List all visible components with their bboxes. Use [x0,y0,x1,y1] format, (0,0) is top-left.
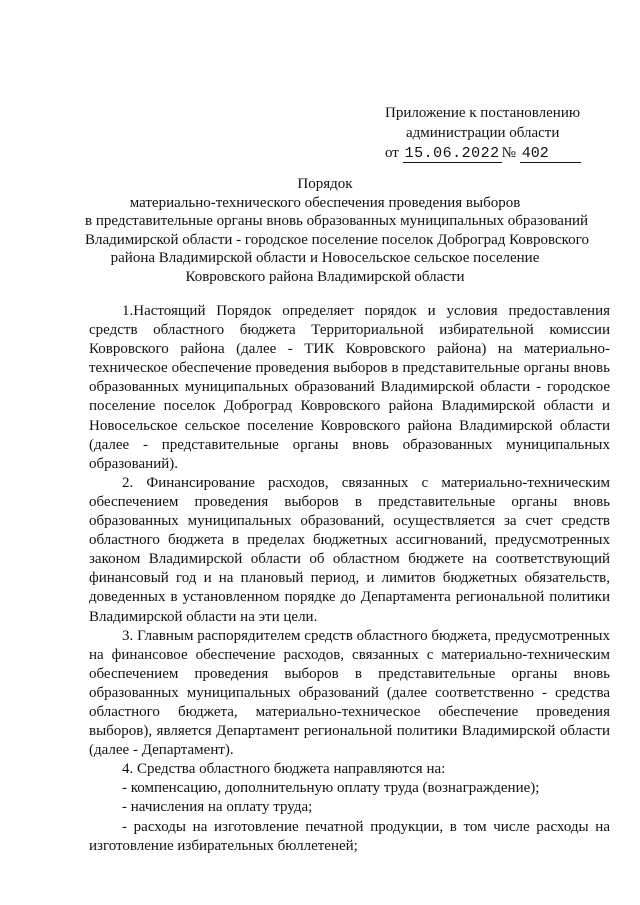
appendix-header [385,103,585,164]
document-body [89,302,610,856]
paragraph-3: 3. Главным распорядителем средств областного бюджета, предусмотренных на финансовое обеспечение расходов, связанных с материально-техническим обеспечением проведения выборов в представительные органы вновь образованных муниципальных образований (далее соответственно - средства областного бюджета, материально-техническое обеспечение проведения выборов), является Департамент региональной политики Владимирской области (далее - Департамент). [89,627,610,759]
appendix-line-2: администрации области [406,125,560,141]
title-line-4: Владимирской области - городское поселение поселок Доброград Ковровского [85,231,589,248]
title-line-3: в представительные органы вновь образованных муниципальных образований [85,213,589,230]
document-title [85,175,589,287]
list-item: - начисления на оплату труда; [122,799,313,816]
decree-date: 15.06.2022 [404,145,500,162]
list-item: - расходы на изготовление печатной продукции, в том числе расходы на изготовление избирательных бюллетеней; [89,818,610,854]
title-line-1: Порядок [297,176,353,192]
number-sign: № [501,145,516,161]
date-prefix: от [385,145,399,161]
list-item: - компенсацию, дополнительную оплату труда (вознаграждение); [122,780,540,797]
title-line-6: Ковровского района Владимирской области [185,268,465,285]
appendix-date-line [385,143,585,164]
paragraph-4: 4. Средства областного бюджета направляются на: [122,761,446,778]
title-line-5: района Владимирской области и Новосельское сельское поселение [110,250,540,267]
decree-number: 402 [520,145,581,163]
paragraph-1: 1.Настоящий Порядок определяет порядок и условия предоставления средств областного бюджета Территориальной избирательной комиссии Ковровского района (далее - ТИК Ковровского района) на материально-техническое обеспечение проведения выборов в представительные органы вновь образованных муниципальных образований Владимирской области - городское поселение поселок Доброград Ковровского района Владимирской области и Новосельское сельское поселение Ковровского района Владимирской области (далее - представительные органы вновь образованных муниципальных образований). [89,303,610,472]
paragraph-2: 2. Финансирование расходов, связанных с материально-техническим обеспечением проведения выборов в представительные органы вновь образованных муниципальных образований, осуществляется за счет средств областного бюджета в пределах бюджетных ассигнований, предусмотренных законом Владимирской области об областном бюджете на соответствующий финансовый год и на плановый период, и лимитов бюджетных обязательств, доведенных в установленном порядке до Департамента региональной политики Владимирской области на эти цели. [89,474,610,625]
appendix-line-1: Приложение к постановлению [385,105,581,121]
title-line-2: материально-технического обеспечения проведения выборов [129,194,521,211]
